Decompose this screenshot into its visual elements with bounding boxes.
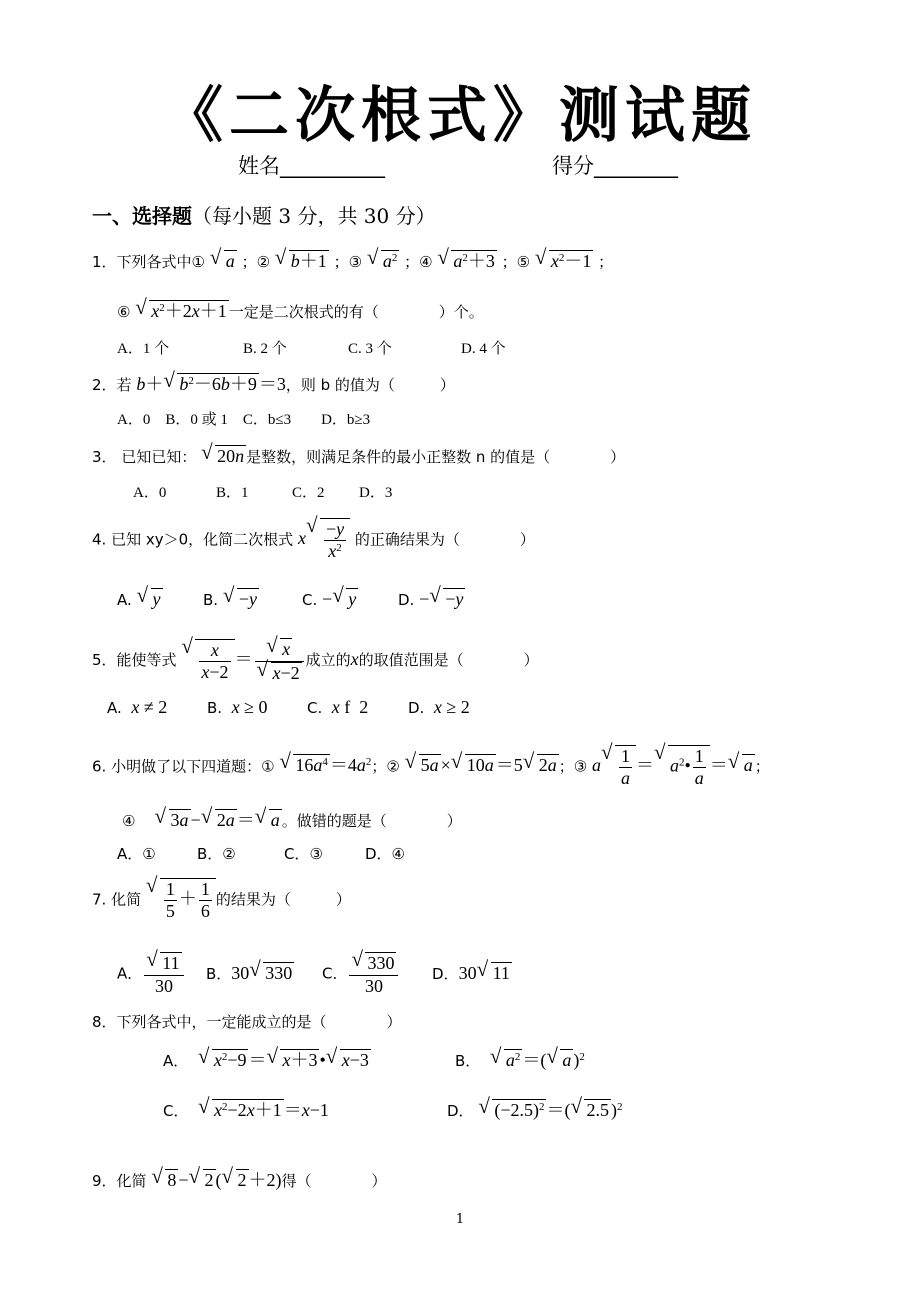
option-label: C.	[307, 699, 323, 717]
q1-tail: ；	[598, 253, 614, 271]
q4-option-c[interactable]: C. −√ y	[302, 588, 358, 611]
option-label: C．	[163, 1102, 189, 1120]
q1-sep: ；④	[404, 253, 433, 271]
expr-sqrt-a2: √ $a^2$	[367, 251, 400, 271]
question-number: 2．	[92, 376, 117, 394]
question-5	[92, 638, 539, 684]
q8-option-c[interactable]: C． √ $x^2-2x+1 =x-1$	[163, 1096, 329, 1122]
q4-option-b[interactable]: B. √ −y	[203, 588, 259, 611]
expr-sqrt-5a-times-sqrt-10a: √ 5a ×√ 10a ＝5√ 2a	[405, 755, 559, 775]
q5-tail2: 的取值范围是（ ）	[358, 651, 539, 670]
question-3	[92, 445, 625, 468]
q2-options[interactable]: A．0 B．0 或 1 C．b≤3 D．b≥3	[117, 412, 371, 428]
q1-option-d[interactable]: D. 4 个	[461, 341, 506, 357]
q1-option-b[interactable]: B. 2 个	[243, 341, 287, 357]
option-label: D.	[408, 699, 425, 717]
q1-lead2: ⑥	[117, 303, 131, 321]
expr-sqrt8-minus: √ 8 −√ 2 (√ 2 ＋2)	[151, 1170, 281, 1190]
q7-lead: 化简	[111, 890, 142, 909]
question-1-line-1	[92, 250, 613, 273]
q4-lead: 已知 xy＞0，化简二次根式	[111, 530, 294, 549]
expr-sqrt-3a-minus-sqrt-2a: √ 3a −√ 2a ＝√ a	[155, 810, 282, 830]
q5-option-a[interactable]: A. x ≠ 2	[107, 697, 168, 717]
page-title: 《二次根式》测试题	[163, 81, 757, 151]
q6-tail: ；	[754, 757, 770, 776]
expr-sqrt-x2-2x-1: √ $x^2+2x+1$	[135, 301, 229, 321]
expr-sqrt-x2-minus-1: √ $x^2-1$	[535, 251, 594, 271]
q6-option-b[interactable]: B．②	[197, 845, 236, 863]
question-4	[92, 518, 535, 561]
page-number: 1	[455, 1212, 465, 1227]
option-label: B．	[206, 965, 232, 983]
var-x: x	[350, 649, 359, 670]
option-label: B．	[455, 1052, 481, 1070]
question-9	[92, 1166, 387, 1192]
question-number: 8．	[92, 1013, 117, 1031]
q8-option-d[interactable]: D． √ $(-2.5)^2$ ＝(√ 2.5 )$^2$	[447, 1096, 622, 1122]
q7-option-b[interactable]: B．30√ 330	[206, 962, 294, 985]
q5-option-d[interactable]: D. x ≥ 2	[408, 697, 470, 717]
q3-option-c[interactable]: C．2	[292, 485, 325, 501]
q8-option-a[interactable]: A． √ $x^2-9$ ＝√ x＋3 •√ x−3	[163, 1046, 371, 1072]
q5-option-b[interactable]: B. x ≥ 0	[207, 697, 268, 717]
option-label: A.	[117, 591, 132, 609]
question-number: 1．	[92, 253, 117, 271]
q5-option-c[interactable]: C. x f 2	[307, 697, 369, 717]
q2-tail: ，则 b 的值为（ ）	[285, 376, 455, 394]
name-field-label: 姓名__________	[238, 154, 385, 178]
q2-lead: 若	[116, 376, 132, 394]
expr-sqrt-20n: √ 20n	[201, 446, 246, 466]
option-label: C.	[302, 591, 318, 609]
q6-option-a[interactable]: A．①	[117, 845, 156, 863]
expr-sqrt-fraction-equality: √ $\frac{x}{x-2}$ ＝ √ x √ x−2	[181, 649, 305, 669]
question-number: 3．	[92, 448, 117, 466]
q8-lead: 下列各式中，一定能成立的是（ ）	[116, 1013, 402, 1031]
q6-tail2: 。做错的题是（ ）	[281, 812, 462, 830]
option-label: A.	[107, 699, 122, 717]
question-1-line-2	[117, 300, 484, 323]
q1-sep: ；②	[241, 253, 271, 271]
option-label: D．	[447, 1102, 474, 1120]
expr-a-sqrt-1-over-a: a √ $\frac{1}{a}$ ＝√ $a^2•$ $\frac{1}{a}$ ＝√ a	[592, 755, 755, 775]
q6-sep: ；②	[371, 757, 400, 776]
expr-sqrt-a: √ a	[210, 251, 237, 271]
score-field-label: 得分________	[552, 154, 678, 178]
question-2	[92, 370, 455, 396]
q5-lead: 能使等式	[116, 651, 177, 670]
expr-sqrt-1-5-plus-1-6: √ $\frac{1}{5}$ ＋ $\frac{1}{6}$	[146, 888, 216, 908]
q3-option-d[interactable]: D．3	[359, 485, 393, 501]
q6-sep: ；③	[558, 757, 588, 776]
question-7	[92, 878, 351, 921]
q7-option-d[interactable]: D．30√ 11	[432, 962, 512, 985]
q8-option-b[interactable]: B． √ $a^2$ ＝(√ a )$^2$	[455, 1046, 585, 1072]
question-6-line-2	[122, 806, 462, 832]
option-label: A．	[163, 1052, 189, 1070]
q7-option-a[interactable]: A． √ $\frac{11}{30}$	[117, 952, 186, 996]
question-8	[92, 1011, 402, 1032]
option-label: B.	[207, 699, 223, 717]
option-label: D．	[432, 965, 459, 983]
q9-lead: 化简	[116, 1172, 147, 1190]
option-label: D.	[398, 591, 415, 609]
q6-option-d[interactable]: D．④	[365, 845, 405, 863]
q1-sep: ；③	[333, 253, 363, 271]
expr-sqrt-a2-plus-3: √ $a^2+3$	[437, 251, 497, 271]
q3-option-b[interactable]: B．1	[216, 485, 249, 501]
q4-option-a[interactable]: A. √ y	[117, 588, 163, 611]
q7-tail: 的结果为（ ）	[215, 890, 351, 909]
q6-lead2: ④	[122, 812, 136, 830]
expr-sqrt-b-plus-1: √ b＋1	[275, 251, 329, 271]
q1-option-c[interactable]: C. 3 个	[348, 341, 392, 357]
expr-b-plus-sqrt: b＋√ $b^2-6b+9 =3$	[136, 374, 286, 394]
q9-tail: 得（ ）	[281, 1172, 387, 1190]
expr-sqrt-16a4: √ $16a^4 =4a^2$	[279, 755, 371, 775]
section-heading	[92, 200, 436, 229]
question-number: 6.	[92, 757, 107, 776]
q6-lead: 小明做了以下四道题：①	[111, 757, 275, 776]
question-6-line-1	[92, 745, 770, 788]
q5-tail: 成立的	[305, 651, 351, 670]
q1-tail2: 一定是二次根式的有（ ）个。	[228, 303, 484, 321]
q7-option-c[interactable]: C． √ $\frac{330}{30}$	[322, 952, 400, 996]
section-note: （每小题 3 分，共 30 分）	[192, 204, 436, 228]
q3-lead: 已知已知：	[121, 448, 197, 466]
q1-sep: ；⑤	[501, 253, 531, 271]
question-number: 9．	[92, 1172, 117, 1190]
q4-option-d[interactable]: D. −√ −y	[398, 588, 465, 611]
q1-lead: 下列各式中①	[116, 253, 205, 271]
option-label: A．	[117, 964, 143, 983]
q1-option-a[interactable]: A．1 个	[117, 341, 170, 357]
option-label: C．	[322, 964, 348, 983]
option-label: B.	[203, 591, 219, 609]
question-number: 7.	[92, 890, 107, 909]
section-title: 一、选择题	[92, 204, 192, 228]
q3-tail: 是整数，则满足条件的最小正整数 n 的值是（ ）	[246, 448, 626, 466]
expr-x-sqrt-neg-y-over-x2: x √ $\frac{-y}{x^2}$	[298, 528, 350, 548]
q3-option-a[interactable]: A．0	[133, 485, 167, 501]
question-number: 5．	[92, 651, 117, 670]
q6-option-c[interactable]: C．③	[284, 845, 323, 863]
question-number: 4.	[92, 530, 107, 549]
q4-tail: 的正确结果为（ ）	[354, 530, 535, 549]
